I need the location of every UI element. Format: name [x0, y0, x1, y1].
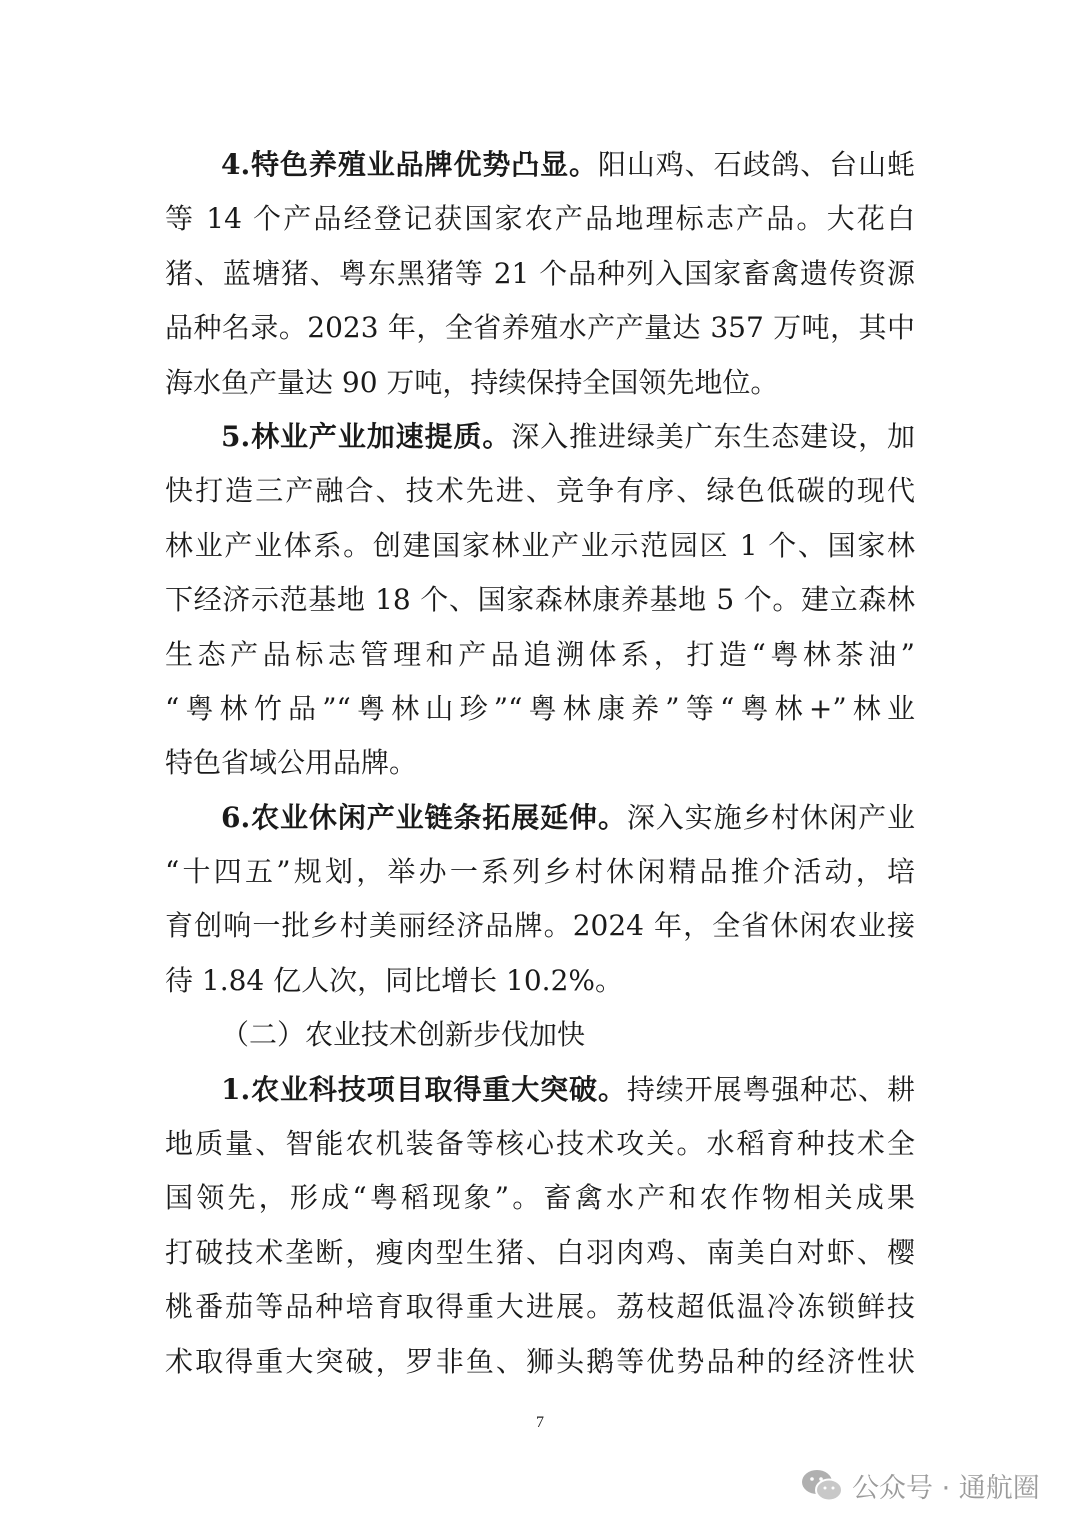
text-line	[165, 464, 915, 518]
paragraph-heading: 6.农业休闲产业链条拓展延伸。	[221, 800, 627, 834]
text-line	[165, 192, 915, 246]
text-line	[165, 954, 915, 1008]
line-text: 持续开展粤强种芯、耕	[626, 1072, 915, 1106]
line-text: 下经济示范基地 18 个、国家森林康养基地 5 个。建立森林	[165, 583, 915, 617]
text-line	[165, 247, 915, 301]
watermark-text: 公众号 · 通航圈	[852, 1473, 1040, 1504]
text-line	[165, 899, 915, 953]
line-text: 林业产业体系。创建国家林业产业示范园区 1 个、国家林	[165, 528, 915, 562]
text-line	[165, 1008, 915, 1062]
document-body	[165, 138, 915, 1389]
line-text: 深入实施乡村休闲产业	[626, 800, 915, 834]
line-text: 猪、蓝塘猪、粤东黑猪等 21 个品种列入国家畜禽遗传资源	[165, 256, 915, 290]
text-line	[165, 410, 915, 464]
line-text: 阳山鸡、石歧鸽、台山蚝	[597, 148, 915, 181]
text-line	[165, 519, 915, 573]
text-line	[165, 1335, 915, 1389]
text-line	[165, 573, 915, 627]
line-text: 打破技术垄断，瘦肉型生猪、白羽肉鸡、南美白对虾、樱	[165, 1235, 915, 1269]
line-text: （二）农业技术创新步伐加快	[221, 1018, 586, 1052]
paragraph-heading: 4.特色养殖业品牌优势凸显。	[221, 148, 598, 181]
page-number: 7	[536, 1414, 544, 1431]
paragraph-heading: 1.农业科技项目取得重大突破。	[221, 1072, 627, 1106]
text-line	[165, 736, 915, 790]
line-text: 深入推进绿美广东生态建设，加	[511, 419, 915, 453]
line-text: “十四五”规划，举办一系列乡村休闲精品推介活动，培	[165, 855, 915, 889]
text-line	[165, 356, 915, 410]
text-line	[165, 1117, 915, 1171]
wechat-icon	[800, 1467, 844, 1505]
line-text: 术取得重大突破，罗非鱼、狮头鹅等优势品种的经济性状	[165, 1344, 915, 1378]
text-line	[165, 682, 915, 736]
watermark	[800, 1466, 1040, 1505]
line-text: 等 14 个产品经登记获国家农产品地理标志产品。大花白	[165, 202, 915, 236]
text-line	[165, 301, 915, 355]
text-line	[165, 628, 915, 682]
paragraph-heading: 5.林业产业加速提质。	[221, 419, 512, 453]
text-line	[165, 1171, 915, 1225]
line-text: 育创响一批乡村美丽经济品牌。2024 年，全省休闲农业接	[165, 909, 915, 943]
line-text: 快打造三产融合、技术先进、竞争有序、绿色低碳的现代	[165, 474, 915, 508]
text-line	[165, 1280, 915, 1334]
text-line	[165, 138, 915, 192]
text-line	[165, 1226, 915, 1280]
line-text: 桃番茄等品种培育取得重大进展。荔枝超低温冷冻锁鲜技	[165, 1290, 915, 1324]
line-text: 品种名录。2023 年，全省养殖水产产量达 357 万吨，其中	[165, 311, 915, 345]
text-line	[165, 845, 915, 899]
line-text: “粤林竹品”“粤林山珍”“粤林康养”等“粤林+”林业	[165, 691, 915, 725]
line-text: 海水鱼产量达 90 万吨，持续保持全国领先地位。	[165, 365, 779, 399]
line-text: 待 1.84 亿人次，同比增长 10.2%。	[165, 963, 623, 997]
text-line	[165, 791, 915, 845]
line-text: 特色省域公用品牌。	[165, 746, 418, 780]
line-text: 国领先，形成“粤稻现象”。畜禽水产和农作物相关成果	[165, 1181, 915, 1215]
line-text: 地质量、智能农机装备等核心技术攻关。水稻育种技术全	[165, 1127, 915, 1161]
line-text: 生态产品标志管理和产品追溯体系，打造“粤林茶油”	[165, 637, 915, 671]
text-line	[165, 1063, 915, 1117]
